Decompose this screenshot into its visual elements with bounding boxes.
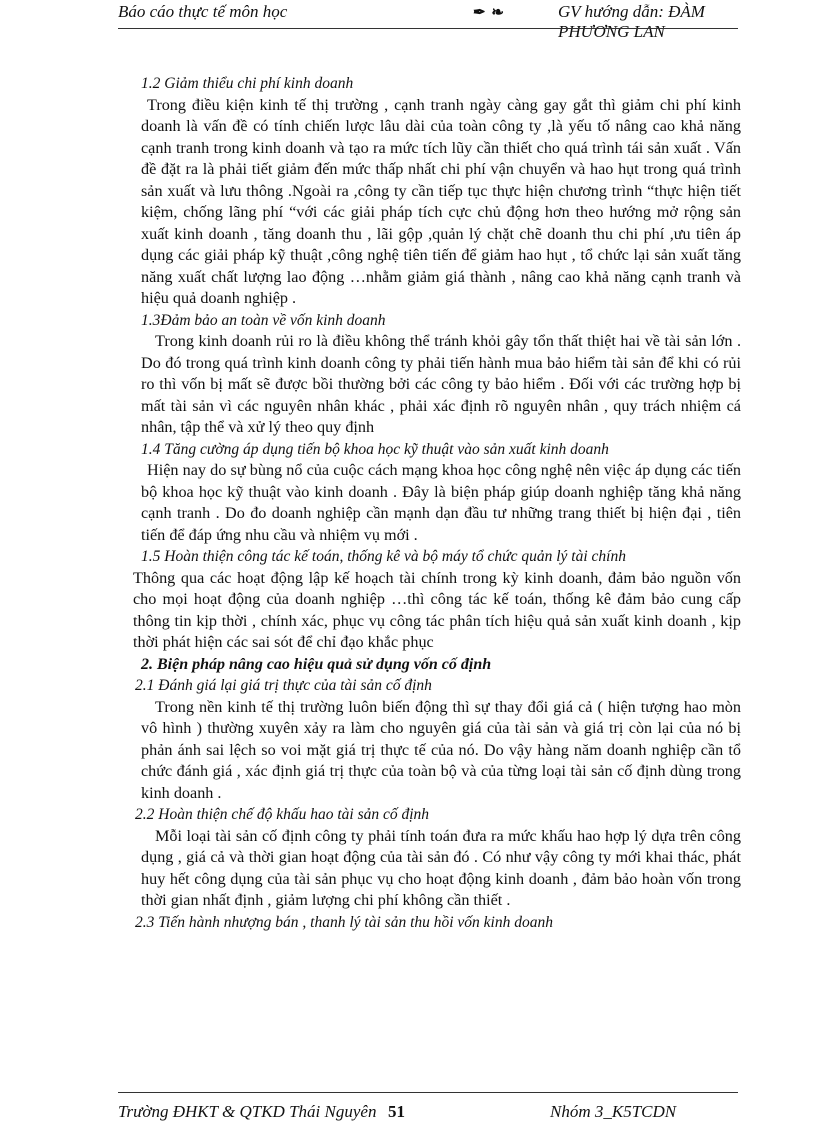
footer-school: Trường ĐHKT & QTKD Thái Nguyên	[118, 1102, 377, 1121]
section-2-2-heading: 2.2 Hoàn thiện chế độ khấu hao tài sản cố định	[135, 806, 430, 823]
section-2-heading: 2. Biện pháp nâng cao hiệu quả sử dụng vốn cố định	[141, 655, 492, 673]
page-number: 51	[388, 1102, 405, 1121]
section-1-3-paragraph: Trong kinh doanh rủi ro là điều không thể tránh khỏi gây tổn thất thiệt hai về tài sản lớn . Do đó trong quá trình kinh doanh công ty phải tiến hành mua bảo hiểm tài sản để khi có rủi ro thì vốn bị mất sẽ được bồi thường bởi các công ty bảo hiểm . Đối với các trường hợp bị mất tài sản vì các nguyên nhân khác , phải xác định rõ nguyên nhân , quy trách nhiệm cá nhân, tập thể và xử lý theo quy định	[141, 332, 741, 436]
section-2-1-heading: 2.1 Đánh giá lại giá trị thực của tài sản cố định	[135, 677, 432, 694]
header-divider	[118, 28, 738, 29]
section-1-5-heading: 1.5 Hoàn thiện công tác kế toán, thống kê và bộ máy tổ chức quản lý tài chính	[141, 548, 626, 565]
footer-divider	[118, 1092, 738, 1093]
section-1-4-heading: 1.4 Tăng cường áp dụng tiến bộ khoa học kỹ thuật vào sản xuất kinh doanh	[141, 440, 609, 458]
section-2-2-paragraph: Mỗi loại tài sản cố định công ty phải tính toán đưa ra mức khấu hao hợp lý dựa trên công dụng , giá cả và thời gian hoạt động của tài sản đó . Có như vậy công ty mới khai thác, phát huy hết công dụng của tài sản phục vụ cho hoạt động kinh doanh , đảm bảo hoàn vốn trong thời gian nhất định , giảm lượng chi phí không cần thiết .	[141, 826, 741, 909]
document-body	[133, 73, 741, 933]
footer-group: Nhóm 3_K5TCDN	[550, 1102, 677, 1121]
header-course-title: Báo cáo thực tế môn học	[118, 2, 288, 21]
header-instructor: GV hướng dẫn: ĐÀM PHƯƠNG LAN	[558, 2, 705, 41]
header-ornament-icon: ✒ ❧	[473, 5, 505, 21]
section-1-2-heading: 1.2 Giảm thiểu chi phí kinh doanh	[141, 75, 354, 92]
section-1-5-paragraph: Thông qua các hoạt động lập kế hoạch tài chính trong kỳ kinh doanh, đảm bảo nguồn vốn cho mọi hoạt động của doanh nghiệp …thì công tác kế toán, thống kê đảm bảo cung cấp thông tin kịp thời , chính xác, phục vụ công tác phân tích hiệu quả sản xuất kinh doanh , kịp thời phát hiện các sai sót để chỉ đạo khắc phục	[133, 568, 741, 651]
section-2-1-paragraph: Trong nền kinh tế thị trường luôn biến động thì sự thay đổi giá cả ( hiện tượng hao mòn vô hình ) thường xuyên xảy ra làm cho nguyên giá của tài sản và giá trị còn lại của nó bị phản ánh sai lệch so voi mặt giá trị thực tế của nó. Do vậy hàng năm doanh nghiệp cần tổ chức đánh giá , xác định giá trị thực của toàn bộ và của từng loại tài sản cố định dùng trong kinh doanh .	[141, 697, 741, 802]
page-header	[118, 2, 738, 41]
page-footer	[118, 1102, 738, 1124]
section-2-3-heading: 2.3 Tiến hành nhượng bán , thanh lý tài sản thu hồi vốn kinh doanh	[135, 913, 553, 931]
section-1-3-heading: 1.3Đảm bảo an toàn về vốn kinh doanh	[141, 311, 386, 329]
section-1-2-paragraph: Trong điều kiện kinh tế thị trường , cạnh tranh ngày càng gay gắt thì giảm chi phí kinh doanh là vấn đề có tính chiến lược lâu dài của toàn công ty ,là yếu tố nâng cao khả năng cạnh tranh trong kinh doanh và tạo ra mức tích lũy cần thiết cho quá trình tái sản xuất . Vấn đề đặt ra là phải tiết giảm đến mức thấp nhất chi phí vận chuyển và hao hụt trong quá trình sản xuất và lưu thông .Ngoài ra ,công ty cần tiếp tục thực hiện chương trình “thực hiện tiết kiệm, chống lãng phí “với các giải pháp tích cực chủ động hơn theo hướng mở rộng sản xuất kinh doanh , tăng doanh thu , lãi gộp ,quản lý chặt chẽ doanh thu chi phí ,ưu tiên áp dụng các giải pháp kỹ thuật ,công nghệ tiên tiến để giảm hao hụt , tổ chức lại sản xuất tăng năng xuất chất lượng lao động …nhằm giảm giá thành , nâng cao khả năng cạnh tranh và hiệu quả doanh nghiệp .	[141, 95, 741, 307]
section-1-4-paragraph: Hiện nay do sự bùng nổ của cuộc cách mạng khoa học công nghệ nên việc áp dụng các tiến bộ khoa học kỹ thuật vào kinh doanh . Đây là biện pháp giúp doanh nghiệp tăng khả năng cạnh tranh . Do đo doanh nghiệp cần mạnh dạn đầu tư những trang thiết bị hiện đại , tiên tiến để đáp ứng nhu cầu và nhiệm vụ mới .	[141, 461, 741, 544]
